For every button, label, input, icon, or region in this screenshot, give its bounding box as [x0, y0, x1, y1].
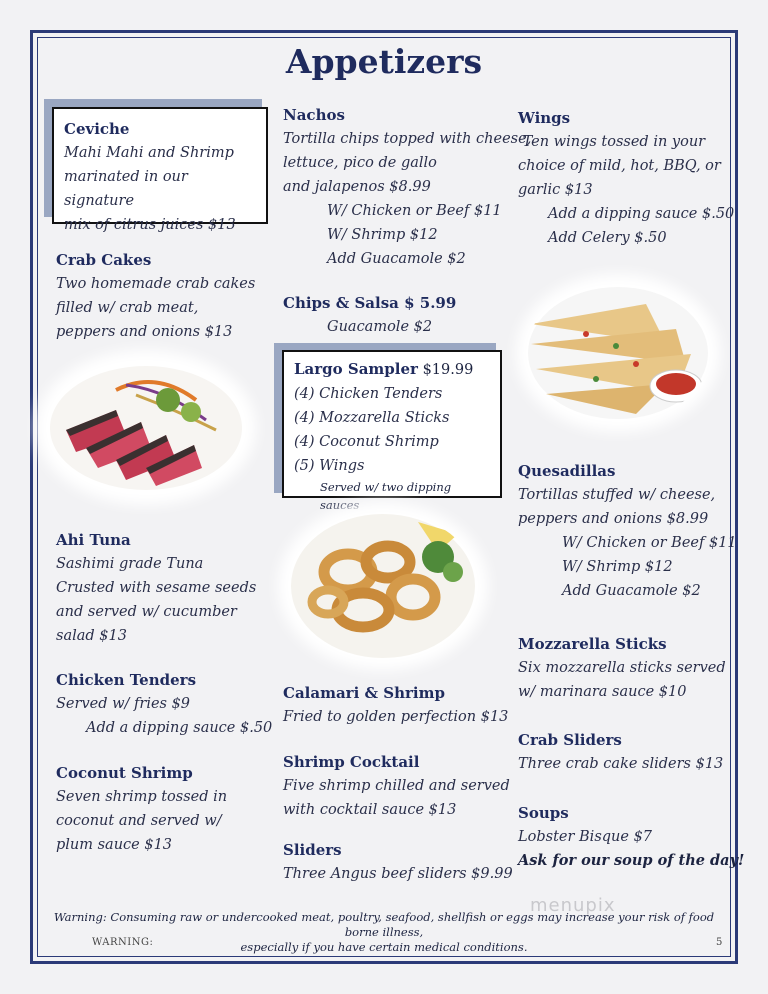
quesadillas-addon-1: W/ Chicken or Beef $11	[562, 535, 737, 551]
ahi-tuna-desc-3: and served w/ cucumber	[56, 604, 237, 620]
soups-name: Soups	[518, 804, 569, 822]
page-number: 5	[716, 937, 723, 948]
menu-item-crab-sliders	[518, 728, 723, 776]
sampler-line-2: (4) Mozzarella Sticks	[294, 410, 450, 426]
crab-cakes-desc-2: filled w/ crab meat,	[56, 300, 199, 316]
crab-cakes-name: Crab Cakes	[56, 251, 152, 269]
crab-sliders-desc: Three crab cake sliders $13	[518, 756, 724, 772]
quesadillas-desc-1: Tortillas stuffed w/ cheese,	[518, 487, 716, 503]
watermark-logo: menupix	[530, 895, 616, 916]
quesadillas-addon-3: Add Guacamole $2	[562, 583, 701, 599]
menu-item-shrimp-cocktail	[283, 750, 510, 822]
menu-item-chips-salsa	[283, 291, 456, 339]
wings-name: Wings	[518, 109, 571, 127]
crab-sliders-name: Crab Sliders	[518, 731, 622, 749]
crab-cakes-desc-1: Two homemade crab cakes	[56, 276, 256, 292]
calamari-name: Calamari & Shrimp	[283, 684, 445, 702]
footer-warning-label: WARNING:	[92, 937, 154, 948]
coconut-shrimp-name: Coconut Shrimp	[56, 764, 193, 782]
menu-item-calamari-shrimp	[283, 681, 508, 729]
mozzarella-name: Mozzarella Sticks	[518, 635, 667, 653]
nachos-desc-3: and jalapenos $8.99	[283, 179, 431, 195]
soups-desc: Lobster Bisque $7	[518, 829, 653, 845]
ceviche-box	[52, 107, 268, 233]
menu-item-nachos	[283, 103, 531, 271]
coconut-shrimp-desc-2: coconut and served w/	[56, 813, 222, 829]
chicken-tenders-desc: Served w/ fries $9	[56, 696, 191, 712]
ceviche-name: Ceviche	[64, 120, 130, 138]
sampler-price: $19.99	[422, 362, 474, 378]
sliders-desc: Three Angus beef sliders $9.99	[283, 866, 513, 882]
health-warning-line-1: Warning: Consuming raw or undercooked meat, poultry, seafood, shellfish or eggs may increase your risk of food borne illness,	[53, 910, 715, 939]
sampler-line-3: (4) Coconut Shrimp	[294, 434, 439, 450]
shrimp-cocktail-desc-1: Five shrimp chilled and served	[283, 778, 510, 794]
wings-desc-1: Ten wings tossed in your	[518, 134, 706, 150]
ceviche-desc-2: marinated in our signature	[64, 169, 188, 209]
quesadillas-desc-2: peppers and onions $8.99	[518, 511, 709, 527]
ahi-tuna-desc-2: Crusted with sesame seeds	[56, 580, 257, 596]
sampler-heading	[294, 357, 490, 382]
sampler-box	[282, 350, 502, 512]
nachos-desc-1: Tortilla chips topped with cheese,	[283, 131, 532, 147]
calamari-desc: Fried to golden perfection $13	[283, 709, 509, 725]
chicken-tenders-name: Chicken Tenders	[56, 671, 197, 689]
menu-item-quesadillas	[518, 459, 737, 603]
quesadillas-addon-2: W/ Shrimp $12	[562, 559, 673, 575]
ceviche-desc-1: Mahi Mahi and Shrimp	[64, 145, 234, 161]
menu-item-soups	[518, 801, 744, 873]
sliders-name: Sliders	[283, 841, 342, 859]
menu-item-sliders	[283, 838, 513, 886]
mozzarella-desc-1: Six mozzarella sticks served	[518, 660, 726, 676]
mozzarella-desc-2: w/ marinara sauce $10	[518, 684, 687, 700]
wings-addon-1: Add a dipping sauce $.50	[548, 206, 735, 222]
quesadillas-name: Quesadillas	[518, 462, 616, 480]
soups-special: Ask for our soup of the day!	[518, 852, 745, 869]
health-warning	[50, 910, 718, 955]
quesadilla-photo	[526, 284, 710, 422]
crab-cakes-desc-3: peppers and onions $13	[56, 324, 233, 340]
chicken-tenders-addon: Add a dipping sauce $.50	[86, 720, 273, 736]
wings-desc-2: choice of mild, hot, BBQ, or	[518, 158, 721, 174]
nachos-desc-2: lettuce, pico de gallo	[283, 155, 437, 171]
health-warning-line-2: especially if you have certain medical conditions.	[240, 940, 528, 954]
coconut-shrimp-desc-3: plum sauce $13	[56, 837, 173, 853]
menu-item-chicken-tenders	[56, 668, 272, 740]
nachos-addon-1: W/ Chicken or Beef $11	[327, 203, 502, 219]
menu-item-ahi-tuna	[56, 528, 256, 648]
menu-item-mozzarella-sticks	[518, 632, 726, 704]
ahi-tuna-photo	[46, 360, 246, 495]
menu-item-coconut-shrimp	[56, 761, 227, 857]
ahi-tuna-illustration	[46, 360, 246, 495]
calamari-illustration	[288, 512, 478, 660]
wings-desc-3: garlic $13	[518, 182, 593, 198]
menu-item-wings	[518, 106, 734, 250]
calamari-photo	[288, 512, 478, 660]
chips-salsa-name: Chips & Salsa $ 5.99	[283, 294, 457, 312]
wings-addon-2: Add Celery $.50	[548, 230, 667, 246]
ahi-tuna-desc-1: Sashimi grade Tuna	[56, 556, 204, 572]
shrimp-cocktail-name: Shrimp Cocktail	[283, 753, 420, 771]
ahi-tuna-name: Ahi Tuna	[56, 531, 131, 549]
sampler-line-4: (5) Wings	[294, 458, 365, 474]
nachos-addon-2: W/ Shrimp $12	[327, 227, 438, 243]
sampler-note: Served w/ two dipping sauces	[320, 480, 452, 512]
chips-salsa-addon: Guacamole $2	[327, 319, 433, 335]
coconut-shrimp-desc-1: Seven shrimp tossed in	[56, 789, 228, 805]
ceviche-desc-3: mix of citrus juices $13	[64, 217, 236, 233]
shrimp-cocktail-desc-2: with cocktail sauce $13	[283, 802, 457, 818]
sampler-line-1: (4) Chicken Tenders	[294, 386, 443, 402]
quesadilla-illustration	[526, 284, 710, 422]
menu-item-crab-cakes	[56, 248, 255, 344]
page-title: Appetizers	[285, 42, 483, 81]
nachos-addon-3: Add Guacamole $2	[327, 251, 466, 267]
nachos-name: Nachos	[283, 106, 345, 124]
ahi-tuna-desc-4: salad $13	[56, 628, 127, 644]
sampler-name: Largo Sampler	[294, 360, 418, 378]
